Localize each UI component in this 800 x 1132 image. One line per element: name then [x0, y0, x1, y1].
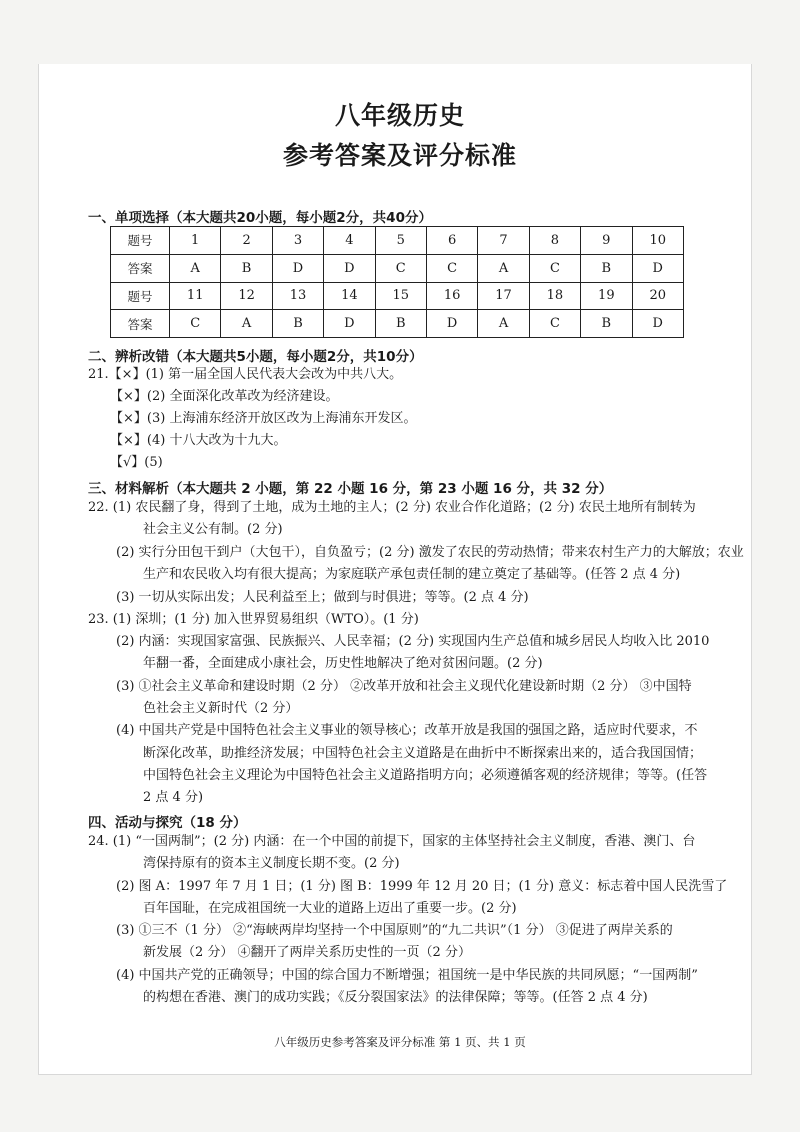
answer-table-cell: 17: [478, 282, 529, 310]
answer-table-cell: C: [529, 310, 580, 338]
answer-table-row-label: 题号: [111, 282, 170, 310]
answer-table-cell: 7: [478, 227, 529, 255]
answer-table-cell: 3: [272, 227, 323, 255]
answer-table-cell: D: [324, 254, 375, 282]
q23-line-6: (4) 中国共产党是中国特色社会主义事业的领导核心；改革开放是我国的强国之路，适应时代要求，不: [116, 723, 698, 738]
section4-heading: 四、活动与探究（18 分）: [88, 815, 247, 831]
q22-line-1: 22. (1) 农民翻了身，得到了土地，成为土地的主人；(2 分) 农业合作化道路；(2 分) 农民土地所有制转为: [88, 500, 696, 515]
q24-line-8: 的构想在香港、澳门的成功实践；《反分裂国家法》的法律保障；等等。(任答 2 点 4 分): [143, 990, 648, 1005]
document-subtitle: 参考答案及评分标准: [282, 141, 517, 170]
q24-line-3: (2) 图 A：1997 年 7 月 1 日；(1 分) 图 B：1999 年 12 月 20 日；(1 分) 意义：标志着中国人民洗雪了: [116, 879, 728, 894]
answer-table-cell: 16: [426, 282, 477, 310]
page-footer: 八年级历史参考答案及评分标准 第 1 页、共 1 页: [274, 1035, 526, 1049]
q24-line-4: 百年国耻，在完成祖国统一大业的道路上迈出了重要一步。(2 分): [143, 901, 517, 916]
answer-table-cell: 15: [375, 282, 426, 310]
q23-line-4: (3) ①社会主义革命和建设时期（2 分） ②改革开放和社会主义现代化建设新时期（2 分） ③中国特: [116, 679, 692, 694]
q23-line-7: 断深化改革，助推经济发展；中国特色社会主义道路是在曲折中不断探索出来的，适合我国国情；: [143, 746, 703, 761]
answer-table-row-label: 答案: [111, 254, 170, 282]
answer-table-cell: 20: [632, 282, 683, 310]
q24-line-5: (3) ①三不（1 分） ②“海峡两岸均坚持一个中国原则”的“九二共识”（1 分） ③促进了两岸关系的: [116, 923, 673, 938]
answer-table-cell: C: [170, 310, 221, 338]
q21-line-2: 【×】(2) 全面深化改革改为经济建设。: [110, 389, 339, 404]
answer-table-cell: D: [426, 310, 477, 338]
q23-line-9: 2 点 4 分): [143, 790, 204, 805]
q22-line-2: 社会主义公有制。(2 分): [143, 522, 283, 537]
document-title: 八年级历史: [334, 101, 465, 130]
answer-table-cell: A: [478, 310, 529, 338]
answer-table-cell: 9: [581, 227, 632, 255]
answer-table: [110, 226, 684, 338]
answer-table-cell: 12: [221, 282, 272, 310]
answer-table-cell: 13: [272, 282, 323, 310]
answer-table-cell: 18: [529, 282, 580, 310]
answer-table-cell: A: [221, 310, 272, 338]
answer-table-row: [111, 282, 684, 310]
section2-heading: 二、辨析改错（本大题共5小题，每小题2分，共10分）: [88, 349, 423, 365]
q21-line-5: 【√】(5): [110, 455, 163, 470]
q23-line-3: 年翻一番，全面建成小康社会，历史性地解决了绝对贫困问题。(2 分): [143, 656, 543, 671]
answer-table-cell: 11: [170, 282, 221, 310]
answer-table-cell: C: [426, 254, 477, 282]
answer-table-row-label: 题号: [111, 227, 170, 255]
answer-table-cell: D: [632, 254, 683, 282]
q24-line-1: 24. (1) “一国两制”；(2 分) 内涵：在一个中国的前提下，国家的主体坚持社会主义制度，香港、澳门、台: [88, 834, 696, 849]
q21-line-4: 【×】(4) 十八大改为十九大。: [110, 433, 287, 448]
answer-table-cell: 4: [324, 227, 375, 255]
answer-table-row: [111, 310, 684, 338]
q22-line-4: 生产和农民收入均有很大提高；为家庭联产承包责任制的建立奠定了基础等。(任答 2 点 4 分): [143, 567, 681, 582]
q23-line-1: 23. (1) 深圳；(1 分) 加入世界贸易组织（WTO）。(1 分): [88, 612, 419, 627]
answer-table-row-label: 答案: [111, 310, 170, 338]
answer-table-cell: 19: [581, 282, 632, 310]
answer-table-cell: B: [221, 254, 272, 282]
q23-line-2: (2) 内涵：实现国家富强、民族振兴、人民幸福；(2 分) 实现国内生产总值和城乡居民人均收入比 2010: [116, 634, 710, 649]
q24-line-7: (4) 中国共产党的正确领导；中国的综合国力不断增强；祖国统一是中华民族的共同夙愿；“一国两制”: [116, 968, 698, 983]
answer-table-cell: B: [375, 310, 426, 338]
q22-line-5: (3) 一切从实际出发；人民利益至上；做到与时俱进；等等。(2 点 4 分): [116, 590, 529, 605]
answer-table-cell: 2: [221, 227, 272, 255]
answer-table-cell: D: [632, 310, 683, 338]
answer-table-row: [111, 227, 684, 255]
answer-table-cell: 1: [170, 227, 221, 255]
answer-table-cell: 14: [324, 282, 375, 310]
q24-line-6: 新发展（2 分） ④翻开了两岸关系历史性的一页（2 分）: [143, 945, 471, 960]
answer-table-cell: A: [478, 254, 529, 282]
q22-line-3: (2) 实行分田包干到户（大包干），自负盈亏；(2 分) 激发了农民的劳动热情；带来农村生产力的大解放；农业: [116, 545, 744, 560]
q23-line-8: 中国特色社会主义理论为中国特色社会主义道路指明方向；必须遵循客观的经济规律；等等。(任答: [143, 768, 708, 783]
answer-table-row: [111, 254, 684, 282]
answer-table-cell: A: [170, 254, 221, 282]
answer-table-cell: B: [581, 310, 632, 338]
answer-table-cell: C: [529, 254, 580, 282]
section1-heading: 一、单项选择（本大题共20小题，每小题2分，共40分）: [88, 210, 432, 226]
section3-heading: 三、材料解析（本大题共 2 小题，第 22 小题 16 分，第 23 小题 16 分，共 32 分）: [88, 481, 613, 497]
answer-table-cell: D: [272, 254, 323, 282]
answer-table-cell: C: [375, 254, 426, 282]
answer-table-cell: 8: [529, 227, 580, 255]
q21-line-3: 【×】(3) 上海浦东经济开放区改为上海浦东开发区。: [110, 411, 417, 426]
answer-table-cell: B: [272, 310, 323, 338]
answer-table-cell: B: [581, 254, 632, 282]
answer-table-cell: 10: [632, 227, 683, 255]
answer-table-cell: 5: [375, 227, 426, 255]
answer-table-cell: 6: [426, 227, 477, 255]
q23-line-5: 色社会主义新时代（2 分）: [143, 701, 299, 716]
q24-line-2: 湾保持原有的资本主义制度长期不变。(2 分): [143, 856, 400, 871]
answer-table-cell: D: [324, 310, 375, 338]
q21-line-1: 21.【×】(1) 第一届全国人民代表大会改为中共八大。: [88, 367, 403, 382]
